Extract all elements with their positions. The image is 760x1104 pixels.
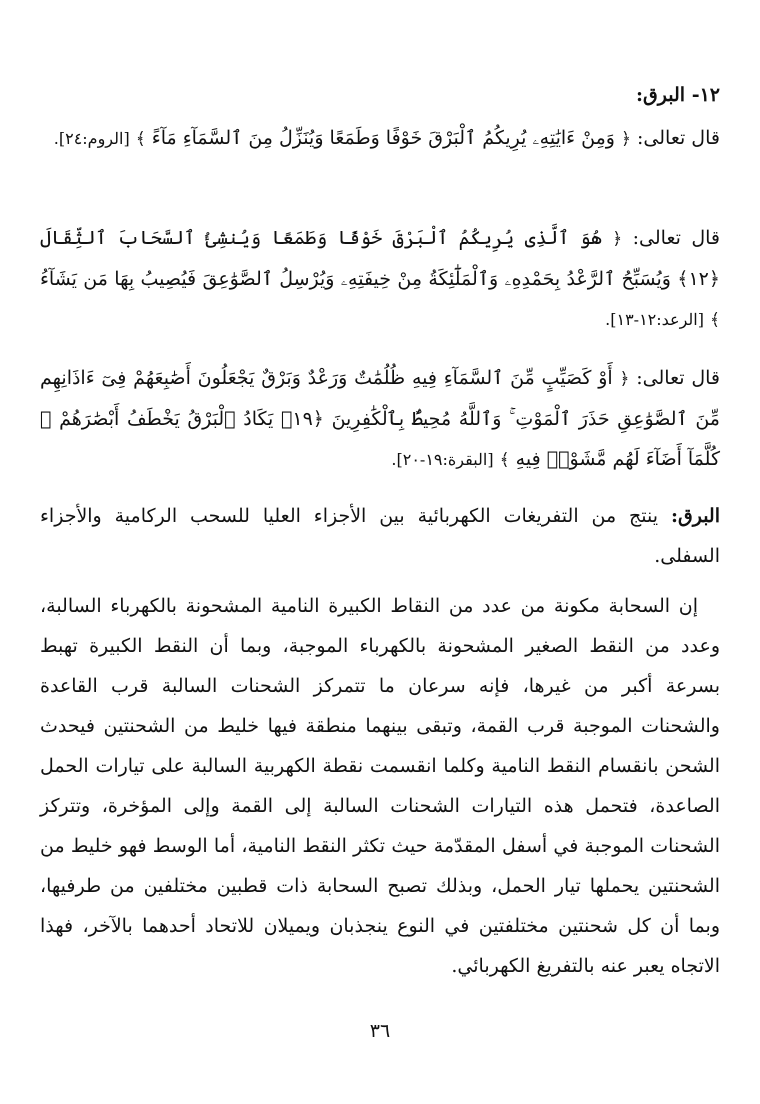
definition-paragraph bbox=[40, 496, 720, 576]
definition-text: ينتج من التفريغات الكهربائية بين الأجزاء العليا للسحب الركامية والأجزاء السفلى. bbox=[40, 505, 720, 567]
close-bracket: ﴾ bbox=[499, 450, 510, 470]
verse-reference: [الروم:٢٤]. bbox=[53, 129, 130, 148]
quran-quote-3 bbox=[40, 358, 720, 480]
verse-text: وَمِنْ ءَايَٰتِهِۦ يُرِيكُمُ ٱلْبَرْقَ خَوْفًا وَطَمَعًا وَيُنَزِّلُ مِنَ ٱلسَّمَآءِ مَآءً bbox=[151, 127, 615, 149]
body-paragraph: إن السحابة مكونة من عدد من النقاط الكبيرة النامية المشحونة بالكهرباء السالبة، وعدد من النقط الصغير المشحونة بالكهرباء الموجبة، وبما أن النقط الكبيرة تهبط بسرعة أكبر من غيرها، فإنه سرعان ما تتمركز الشحنات السالبة قرب القاعدة والشحنات الموجبة قرب القمة، وتبقى بينهما منطقة فيها خليط من الشحنتين فيحدث الشحن بانقسام النقط النامية وكلما انقسمت نقطة الكهربية السالبة على تيارات الحمل الصاعدة، فتحمل هذه التيارات الشحنات السالبة إلى القمة وإلى المؤخرة، وتتركز الشحنات الموجبة في أسفل المقدّمة حيث تكثر النقط النامية، أما الوسط فهو خليط من الشحنتين يحملها تيار الحمل، وبذلك تصبح السحابة ذات قطبين مختلفين من طرفيها، وبما أن كل شحنتين مختلفتين في النوع ينجذبان ويميلان للاتحاد أحدهما بالآخر، فهذا الاتجاه يعبر عنه بالتفريغ الكهربائي. bbox=[40, 595, 720, 977]
quote-label: قال تعالى: bbox=[632, 227, 720, 249]
page-number: ٣٦ bbox=[369, 1020, 391, 1042]
quran-quote-2 bbox=[40, 218, 720, 340]
open-bracket: ﴿ bbox=[619, 369, 630, 389]
open-bracket: ﴿ bbox=[612, 229, 623, 249]
quran-quote-1 bbox=[40, 118, 720, 159]
close-bracket: ﴾ bbox=[710, 310, 720, 330]
open-bracket: ﴿ bbox=[620, 129, 631, 149]
verse-text: أَوْ كَصَيِّبٍ مِّنَ ٱلسَّمَآءِ فِيهِ ظُلُمَٰتٌ وَرَعْدٌ وَبَرْقٌ يَجْعَلُونَ أَصَٰبِعَهُمْ فِىٓ ءَاذَانِهِم مِّنَ ٱلصَّوَٰعِقِ حَذَرَ ٱلْمَوْتِ ۚ وَٱللَّهُ مُحِيطٌۢ بِٱلْكَٰفِرِينَ ﴿١٩﴾ يَكَادُ ٱلْبَرْقُ يَخْطَفُ أَبْصَٰرَهُمْ ۖ كُلَّمَآ أَضَآءَ لَهُم مَّشَوْا۟ فِيهِ bbox=[40, 367, 720, 470]
quote-label: قال تعالى: bbox=[636, 367, 720, 389]
section-title: البرق: bbox=[636, 84, 686, 106]
section-heading bbox=[636, 80, 720, 110]
quote-label: قال تعالى: bbox=[637, 127, 720, 149]
verse-reference: [البقرة:١٩-٢٠]. bbox=[391, 450, 494, 469]
verse-text: هُوَ ٱلَّذِى يُرِيكُمُ ٱلْبَرْقَ خَوْفًا وَطَمَعًا وَيُنشِئُ ٱلسَّحَابَ ٱلثِّقَالَ ﴿١٢﴾ وَيُسَبِّحُ ٱلرَّعْدُ بِحَمْدِهِۦ وَٱلْمَلَٰٓئِكَةُ مِنْ خِيفَتِهِۦ وَيُرْسِلُ ٱلصَّوَٰعِقَ فَيُصِيبُ بِهَا مَن يَشَآءُ bbox=[40, 227, 720, 290]
verse-reference: [الرعد:١٢-١٣]. bbox=[605, 310, 704, 329]
definition-term: البرق: bbox=[670, 505, 720, 527]
close-bracket: ﴾ bbox=[135, 129, 146, 149]
section-number: ١٢- bbox=[691, 84, 720, 106]
